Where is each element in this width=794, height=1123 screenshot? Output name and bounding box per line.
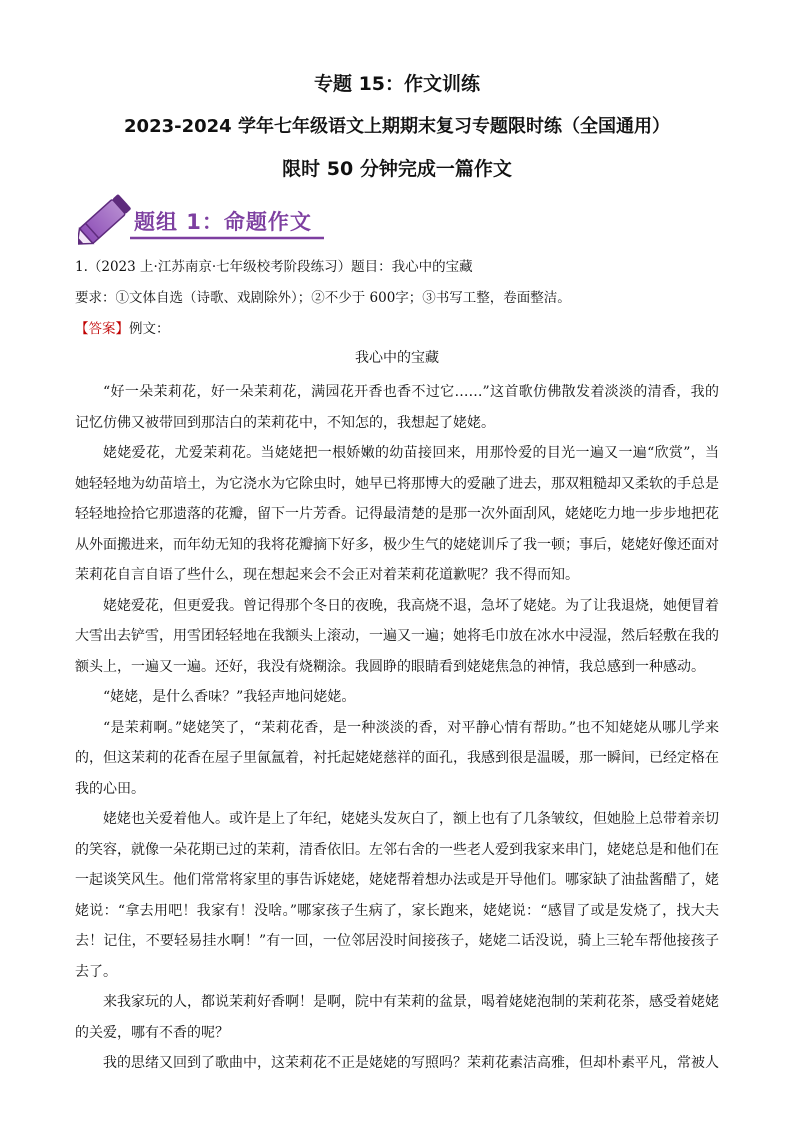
answer-line <box>75 317 170 337</box>
section-banner <box>78 194 328 246</box>
essay-body <box>75 377 719 1079</box>
time-limit-title: 限时 50 分钟完成一篇作文 <box>282 158 512 180</box>
essay-paragraph: 来我家玩的人，都说茉莉好香啊！是啊，院中有茉莉的盆景，喝着姥姥泡制的茉莉花茶，感受着姥姥的关爱，哪有不香的呢？ <box>75 994 719 1041</box>
essay-paragraph: 姥姥爱花，尤爱茉莉花。当姥姥把一根娇嫩的幼苗接回来，用那怜爱的目光一遍又一遍“欣赏”，当她轻轻地为幼苗培土，为它浇水为它除虫时，她早已将那博大的爱融了进去，那双粗糙却又柔软的手总是轻轻地捡拾它那遗落的花瓣，留下一片芳香。记得最清楚的是那一次外面刮风，姥姥吃力地一步步地把花从外面搬进来，而年幼无知的我将花瓣摘下好多，极少生气的姥姥训斥了我一顿；事后，姥姥好像还面对茉莉花自言自语了些什么，现在想起来会不会正对着茉莉花道歉呢？我不得而知。 <box>75 445 719 583</box>
essay-paragraph: “好一朵茉莉花，好一朵茉莉花，满园花开香也香不过它……”这首歌仿佛散发着淡淡的清香，我的记忆仿佛又被带回到那洁白的茉莉花中，不知怎的，我想起了姥姥。 <box>75 384 719 431</box>
essay-paragraph: 姥姥也关爱着他人。或许是上了年纪，姥姥头发灰白了，额上也有了几条皱纹，但她脸上总带着亲切的笑容，就像一朵花期已过的茉莉，清香依旧。左邻右舍的一些老人爱到我家来串门，姥姥总是和他们在一起谈笑风生。他们常常将家里的事告诉姥姥，姥姥帮着想办法或是开导他们。哪家缺了油盐酱醋了，姥姥说：“拿去用吧！我家有！没啥。”哪家孩子生病了，家长跑来，姥姥说：“感冒了或是发烧了，找大夫去！记住，不要轻易挂水啊！”有一回，一位邻居没时间接孩子，姥姥二话没说，骑上三轮车帮他接孩子去了。 <box>75 811 719 980</box>
section-label: 题组 1：命题作文 <box>134 210 312 234</box>
document-subtitle: 2023-2024 学年七年级语文上期期末复习专题限时练（全国通用） <box>124 116 670 137</box>
essay-title: 我心中的宝藏 <box>355 350 439 366</box>
question-source: 1.（2023 上·江苏南京·七年级校考阶段练习）题目：我心中的宝藏 <box>75 259 473 275</box>
question-requirements: 要求：①文体自选（诗歌、戏剧除外）；②不少于 600字；③书写工整，卷面整洁。 <box>75 290 571 306</box>
essay-paragraph: 姥姥爱花，但更爱我。曾记得那个冬日的夜晚，我高烧不退，急坏了姥姥。为了让我退烧，她便冒着大雪出去铲雪，用雪团轻轻地在我额头上滚动，一遍又一遍；她将毛巾放在冰水中浸湿，然后轻敷在我的额头上，一遍又一遍。还好，我没有烧糊涂。我圆睁的眼睛看到姥姥焦急的神情，我总感到一种感动。 <box>75 597 719 675</box>
essay-paragraph: “姥姥，是什么香味？”我轻声地问姥姥。 <box>103 689 356 705</box>
essay-paragraph: 我的思绪又回到了歌曲中，这茉莉花不正是姥姥的写照吗？茉莉花素洁高雅，但却朴素平凡，常被人 <box>103 1055 719 1071</box>
essay-paragraph: “是茉莉啊。”姥姥笑了，“茉莉花香，是一种淡淡的香，对平静心情有帮助。”也不知姥姥从哪儿学来的，但这茉莉的花香在屋子里氤氲着，衬托起姥姥慈祥的面孔，我感到很是温暖，那一瞬间，已经定格在我的心田。 <box>75 719 719 797</box>
answer-tag: 【答案】 <box>75 321 129 337</box>
topic-title: 专题 15：作文训练 <box>313 73 481 95</box>
answer-intro: 例文： <box>129 321 170 337</box>
